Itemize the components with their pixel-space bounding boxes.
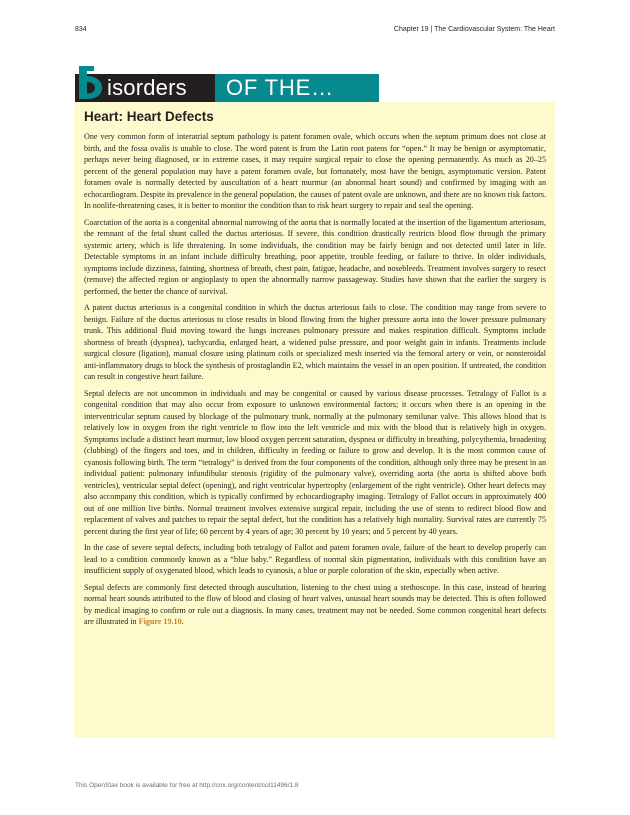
paragraph-detection-end: .	[181, 617, 184, 626]
paragraph-detection	[84, 582, 546, 628]
paragraph-septal-defects: Septal defects are not uncommon in individuals and may be congenital or caused by various disease processes. Tetralogy of Fallot is a congenital condition that may also occur from exposure to unknown environmental factors; it occurs when there is an opening in the interventricular septum caused by blockage of the pulmonary trunk, normally at the pulmonary semilunar valve. This allows blood that is relatively low in oxygen from the right ventricle to flow into the left ventricle and mix with the blood that is relatively high in oxygen. Symptoms include a distinct heart murmur, low blood oxygen percent saturation, dyspnea or difficulty in breathing, polycythemia, broadening (clubbing) of the fingers and toes, and in children, difficulty in feeding or failure to grow and develop. It is the most common cause of cyanosis following birth. The term “tetralogy” is derived from the four components of the condition, although only three may be present in an individual patient: pulmonary infundibular stenosis (rigidity of the pulmonary valve), overriding aorta (the aorta is shifted above both ventricles), ventricular septal defect (opening), and right ventricular hypertrophy (enlargement of the right ventricle). Other heart defects may also accompany this condition, which is typically confirmed by echocardiography imaging. Tetralogy of Fallot occurs in approximately 400 out of one million live births. Normal treatment involves extensive surgical repair, including the use of stents to redirect blood flow and replacement of valves and patches to repair the septal defect, but the condition has a relatively high mortality. Survival rates are currently 75 percent during the first year of life; 60 percent by 4 years of age; 30 percent by 10 years; and 5 percent by 40 years.	[84, 388, 546, 536]
paragraph-patent-foramen-ovale: One very common form of interatrial septum pathology is patent foramen ovale, which occurs when the septum primum does not close at birth, and the fossa ovalis is unable to close. The word patent is from the Latin root patens for “open.” It may be benign or asymptomatic, perhaps never being diagnosed, or in extreme cases, it may require surgical repair to close the opening permanently. As much as 20–25 percent of the general population may have a patent foramen ovale, but fortunately, most have the benign, asymptomatic version. Patent foramen ovale is normally detected by auscultation of a heart murmur (an abnormal heart sound) and confirmed by imaging with an echocardiogram. Despite its prevalence in the general population, the causes of patent ovale are unknown, and there are no known risk factors. In nonlife-threatening cases, it is better to monitor the condition than to risk heart surgery to repair and seal the opening.	[84, 132, 546, 210]
paragraph-detection-text: Septal defects are commonly first detected through auscultation, listening to the chest using a stethoscope. In this case, instead of hearing normal heart sounds attributed to the flow of blood and closing of heart valves, unusual heart sounds may be detected. This is often followed by medical imaging to confirm or rule out a diagnosis. In many cases, treatment may not be needed. Some common congenital heart defects are illustrated in	[84, 582, 546, 626]
paragraph-patent-ductus: A patent ductus arteriosus is a congenital condition in which the ductus arteriosus fails to close. The condition may range from severe to benign. Failure of the ductus arteriosus to close results in blood flowing from the higher pressure aorta into the lower pressure pulmonary trunk. This additional fluid moving toward the lungs increases pulmonary pressure and makes respiration difficult. Symptoms include shortness of breath (dyspnea), tachycardia, enlarged heart, a widened pulse pressure, and poor weight gain in infants. Treatments include surgical closure (ligation), manual closure using platinum coils or specialized mesh inserted via the femoral artery or vein, or nonsteroidal anti-inflammatory drugs to block the synthesis of prostaglandin E2, which maintains the vessel in an open position. If untreated, the condition can result in congestive heart failure.	[84, 303, 546, 381]
disorders-banner	[75, 64, 379, 102]
disorders-d-logo-icon	[76, 64, 105, 100]
feature-box	[74, 102, 555, 738]
page-number: 834	[75, 26, 87, 33]
footer-note: This OpenStax book is available for free at http://cnx.org/content/col11496/1.8	[75, 782, 299, 789]
chapter-title: Chapter 19 | The Cardiovascular System: The Heart	[393, 26, 555, 33]
banner-word-disorders: isorders	[107, 75, 187, 100]
paragraph-blue-baby: In the case of severe septal defects, including both tetralogy of Fallot and patent foramen ovale, failure of the heart to develop properly can lead to a condition commonly known as a “blue baby.” Regardless of normal skin pigmentation, individuals with this condition have an insufficient supply of oxygenated blood, which leads to cyanosis, a blue or purple coloration of the skin, especially when active.	[84, 543, 546, 575]
paragraph-coarctation: Coarctation of the aorta is a congenital abnormal narrowing of the aorta that is normally located at the insertion of the ligamentum arteriosum, the remnant of the fetal shunt called the ductus arteriosus. If severe, this condition drastically restricts blood flow through the primary systemic artery, which is life threatening. In some individuals, the condition may be fairly benign and not detected until later in life. Detectable symptoms in an infant include difficulty breathing, poor appetite, trouble feeding, or failure to thrive. In older individuals, symptoms include dizziness, fainting, shortness of breath, chest pain, fatigue, headache, and nosebleeds. Treatment involves surgery to resect (remove) the affected region or angioplasty to open the abnormally narrow passageway. Studies have shown that the earlier the surgery is performed, the better the chance of survival.	[84, 217, 546, 296]
figure-link[interactable]: Figure 19.10	[138, 617, 182, 626]
running-header	[75, 26, 555, 38]
banner-word-of-the: OF THE…	[226, 75, 334, 100]
box-title: Heart: Heart Defects	[84, 109, 214, 124]
